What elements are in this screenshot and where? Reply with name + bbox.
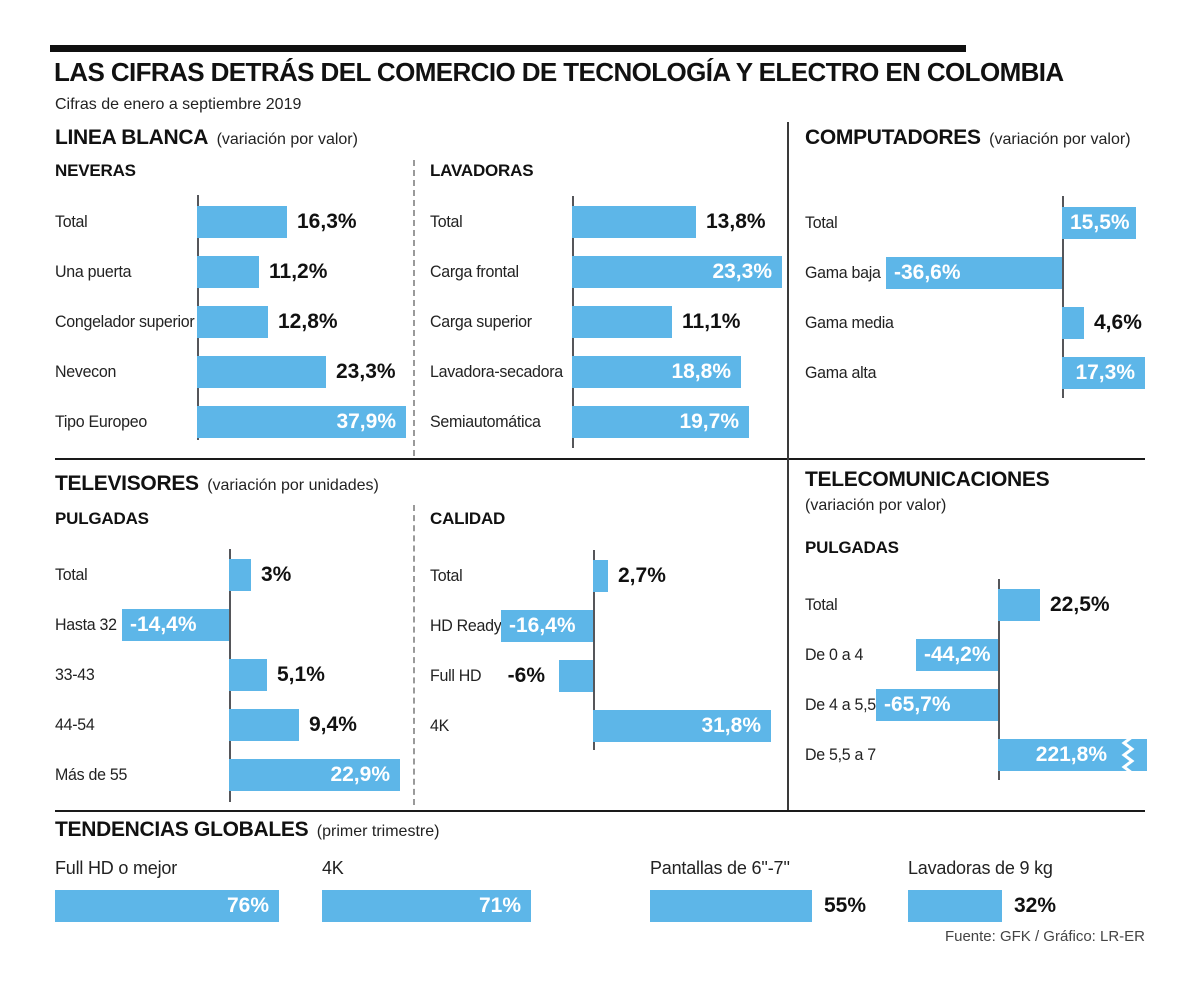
value-label: -6% [507,664,545,687]
bar [229,709,299,741]
bar [998,589,1040,621]
section-header-televisores [55,472,379,496]
computadores-bar-chart [805,190,1151,405]
televisores-pulgadas-bar-chart [55,543,425,809]
value-label: 17,3% [1075,361,1135,384]
section-title: TELECOMUNICACIONES [805,468,1050,491]
vertical-divider [787,122,789,810]
bar [197,306,268,338]
bar [1062,307,1084,339]
category-label: Lavadora-secadora [430,362,563,381]
category-label: Carga frontal [430,262,519,281]
section-header-linea-blanca [55,126,358,150]
neveras-bar-chart [55,190,425,450]
category-label: De 4 a 5,5 [805,695,876,714]
category-label: De 5,5 a 7 [805,745,876,764]
section-title: LINEA BLANCA [55,126,209,149]
category-label: Total [430,566,463,585]
value-label: 23,3% [336,360,396,383]
axis-break-zigzag-icon [1121,739,1135,771]
value-label: 55% [824,894,867,917]
value-label: 16,3% [297,210,357,233]
bar [197,356,326,388]
section-title: COMPUTADORES [805,126,981,149]
category-label: Gama baja [805,263,881,282]
value-label: 13,8% [706,210,766,233]
trend-label: Lavadoras de 9 kg [908,858,1053,878]
category-label: De 0 a 4 [805,645,864,664]
value-label: 37,9% [336,410,396,433]
bar [197,206,287,238]
category-label: Full HD [430,666,482,685]
value-label: 19,7% [679,410,739,433]
title-rule [50,45,966,52]
value-label: 11,2% [269,260,328,283]
value-label: 221,8% [1035,743,1107,766]
value-label: -14,4% [130,613,197,636]
subheader-telecom-pulgadas: PULGADAS [805,538,899,557]
value-label: 15,5% [1070,211,1130,234]
category-label: Gama media [805,313,894,332]
category-label: Tipo Europeo [55,412,147,431]
subheader-calidad: CALIDAD [430,509,506,528]
value-label: 22,9% [330,763,390,786]
value-label: 76% [226,894,269,917]
category-label: HD Ready [430,616,502,635]
bar [572,206,696,238]
category-label: Total [55,212,88,231]
trend-label: Full HD o mejor [55,858,178,878]
trend-label: 4K [322,858,344,878]
bar [908,890,1002,922]
section-header-telecomunicaciones [805,468,1049,492]
source-credit: Fuente: GFK / Gráfico: LR-ER [944,928,1145,945]
value-label: 2,7% [618,564,666,587]
value-label: 31,8% [701,714,761,737]
bar [229,559,251,591]
page-title: LAS CIFRAS DETRÁS DEL COMERCIO DE TECNOLOGÍA Y ELECTRO EN COLOMBIA [54,57,1064,87]
value-label: 9,4% [309,713,357,736]
subheader-lavadoras: LAVADORAS [430,161,534,180]
horizontal-divider [55,458,1145,460]
section-qualifier: (variación por valor) [805,497,947,514]
page-subtitle: Cifras de enero a septiembre 2019 [55,96,302,113]
bar [593,560,608,592]
section-qualifier: (primer trimestre) [316,823,440,840]
category-label: 33-43 [55,665,95,684]
section-qualifier: (variación por valor) [989,131,1131,148]
value-label: 4,6% [1094,311,1142,334]
telecomunicaciones-pulgadas-bar-chart [805,573,1151,787]
subheader-pulgadas: PULGADAS [55,509,149,528]
bar [572,306,672,338]
section-title: TENDENCIAS GLOBALES [55,818,309,841]
value-label: 18,8% [671,360,731,383]
section-title: TELEVISORES [55,472,199,495]
category-label: Total [805,595,838,614]
lavadoras-bar-chart [430,190,782,456]
section-qualifier: (variación por unidades) [207,477,379,494]
value-label: 71% [478,894,521,917]
value-label: 22,5% [1050,593,1110,616]
bar [650,890,812,922]
section-qualifier: (variación por valor) [216,131,358,148]
televisores-calidad-bar-chart [430,543,782,757]
category-label: 44-54 [55,715,95,734]
category-label: Gama alta [805,363,877,382]
bar [559,660,593,692]
trend-label: Pantallas de 6''-7'' [650,858,790,878]
category-label: Semiautomática [430,412,541,431]
subheader-neveras: NEVERAS [55,161,136,180]
value-label: 32% [1014,894,1057,917]
value-label: -65,7% [884,693,951,716]
bar [197,256,259,288]
value-label: 5,1% [277,663,325,686]
value-label: 23,3% [712,260,772,283]
value-label: 3% [261,563,292,586]
category-label: Total [55,565,88,584]
category-label: Carga superior [430,312,532,331]
section-header-tendencias [55,818,439,842]
value-label: -16,4% [509,614,576,637]
value-label: 12,8% [278,310,338,333]
category-label: Nevecon [55,362,117,381]
category-label: Una puerta [55,262,132,281]
value-label: -36,6% [894,261,961,284]
category-label: Más de 55 [55,765,128,784]
category-label: Hasta 32 [55,615,117,634]
category-label: 4K [430,716,449,735]
category-label: Total [805,213,838,232]
value-label: 11,1% [682,310,741,333]
category-label: Congelador superior [55,312,195,331]
section-header-computadores [805,126,1131,150]
category-label: Total [430,212,463,231]
value-label: -44,2% [924,643,991,666]
horizontal-divider [55,810,1145,812]
bar [229,659,267,691]
